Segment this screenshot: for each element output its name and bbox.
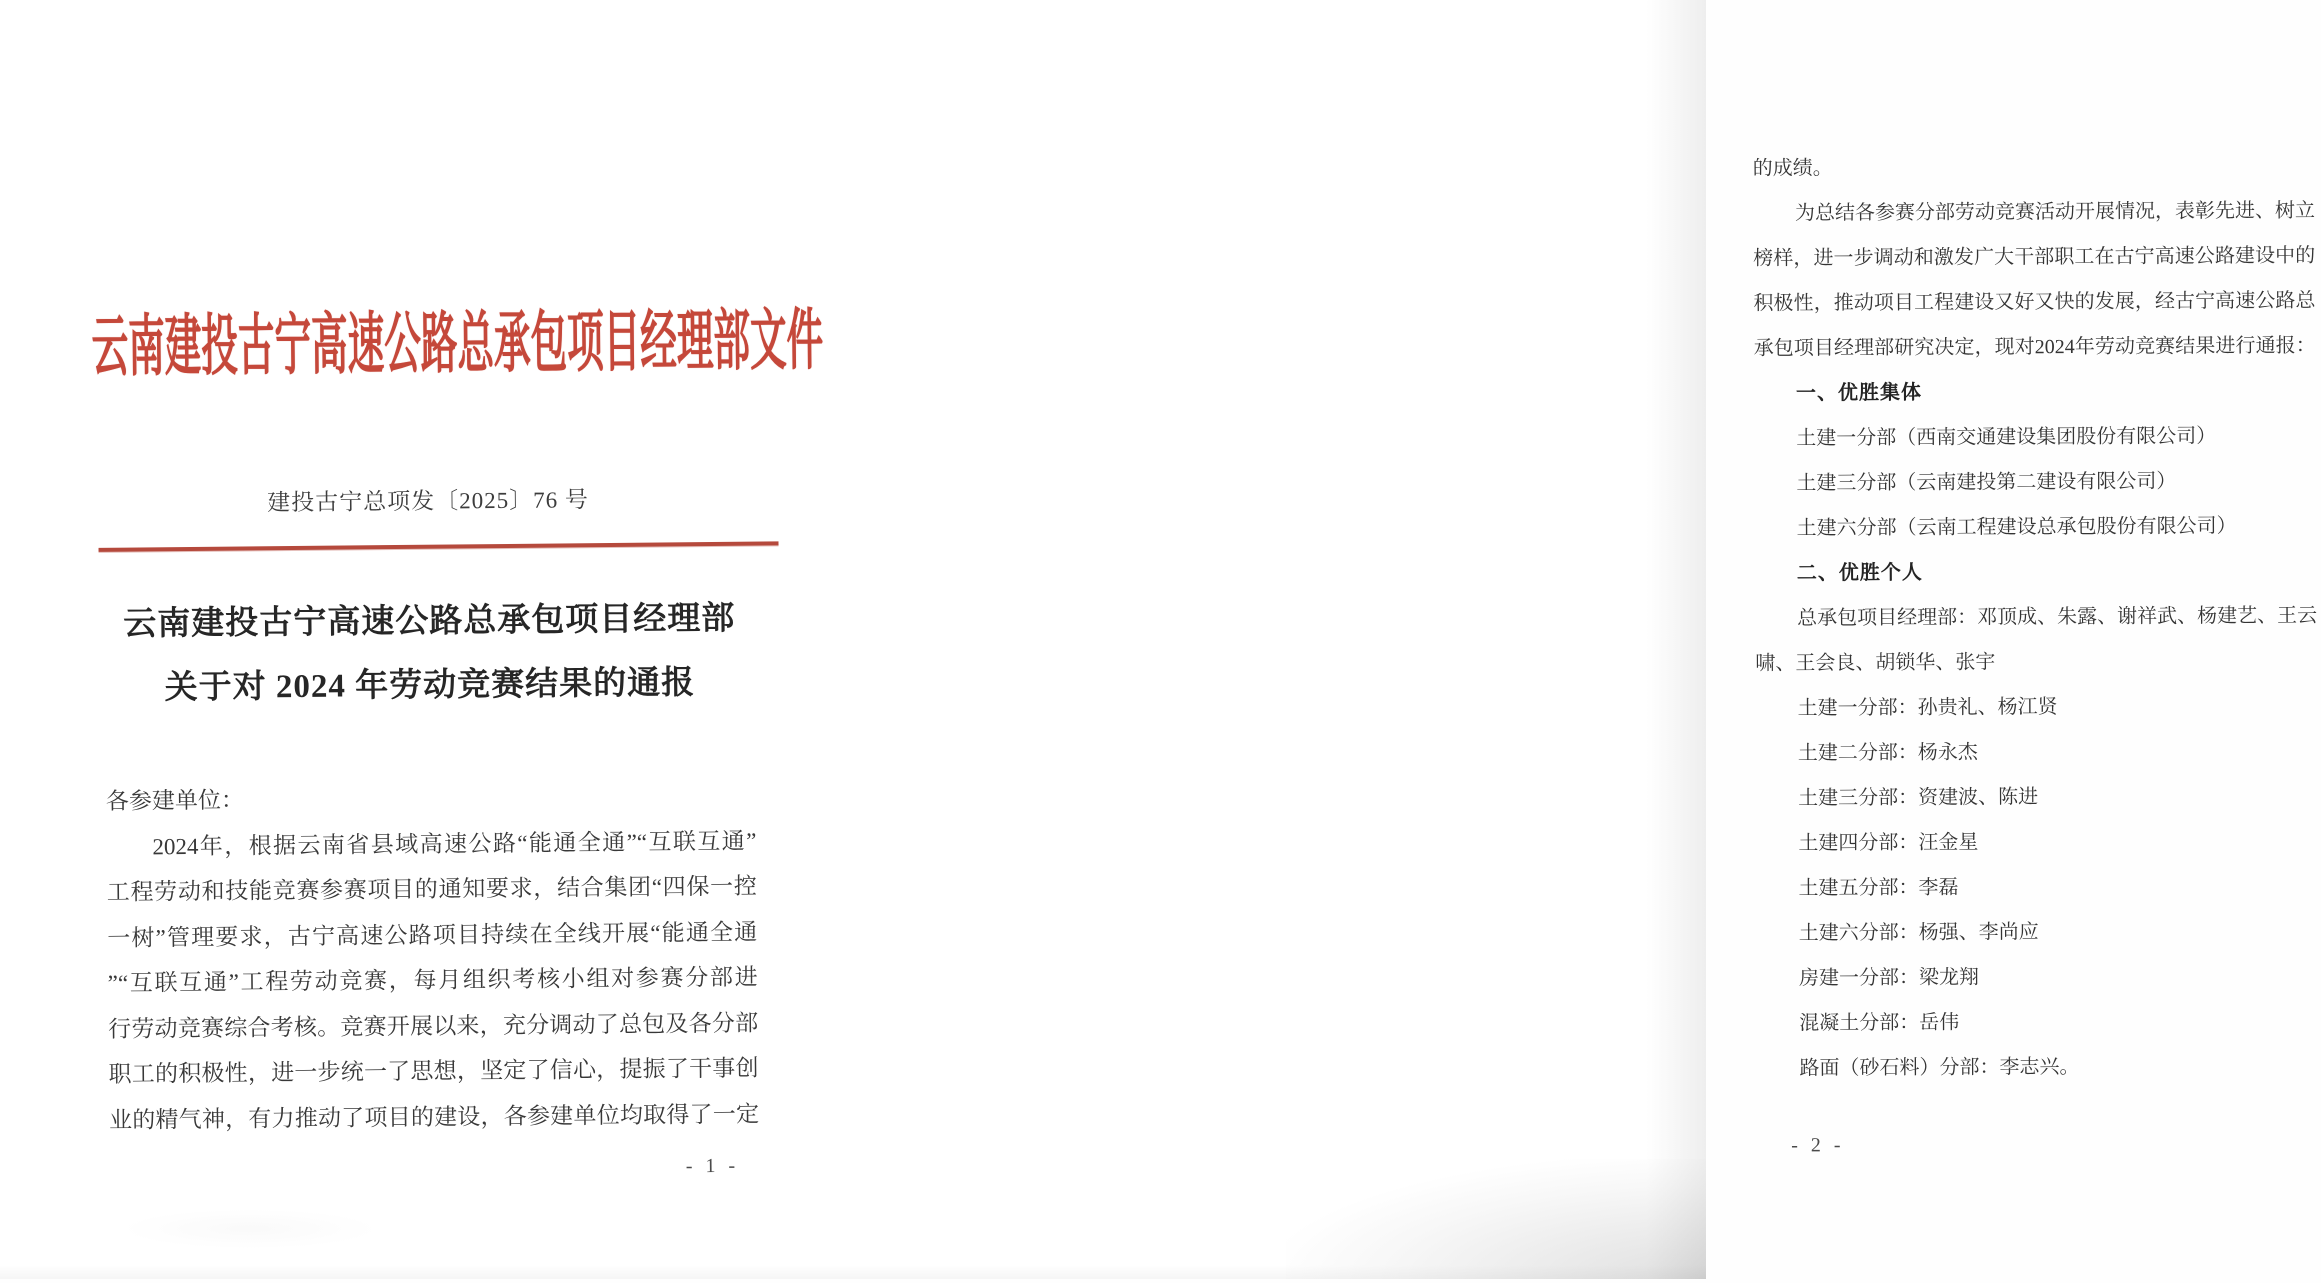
winner-individual-line: 土建六分部：杨强、李尚应 [1798,921,2039,945]
body-line: 行劳动竞赛综合考核。竞赛开展以来，充分调动了总包及各分部 [108,1010,759,1042]
winner-individual-line: 总承包项目经理部：邓顶成、朱露、谢祥武、杨建艺、王云 [1797,604,2318,630]
winner-individual-line: 混凝土分部：岳伟 [1799,1011,1960,1035]
salutation-line: 各参建单位： [105,787,245,814]
body-line: 工程劳动和技能竞赛参赛项目的通知要求，结合集团“四保一控 [106,873,757,905]
document-title-line1: 云南建投古宁高速公路总承包项目经理部 [123,600,736,643]
red-separator-line [99,541,779,552]
document-page-2 [817,0,2318,1281]
section-heading-winning-collectives: 一、优胜集体 [1795,381,1922,405]
body-line: 职工的积极性，进一步统一了思想，坚定了信心，提振了干事创 [108,1055,759,1087]
document-page-1 [0,0,826,1283]
document-number: 建投古宁总项发〔2025〕76 号 [267,487,590,516]
page2-body [1753,144,2320,1092]
body-line: 2024年，根据云南省县域高速公路“能通全通”“互联互通” [152,828,757,859]
body-line: 积极性，推动项目工程建设又好又快的发展，经古宁高速公路总 [1753,289,2316,315]
document-title-line2: 关于对 2024 年劳动竞赛结果的通报 [164,665,696,707]
winner-individual-line: 土建二分部：杨永杰 [1797,741,1978,765]
letterhead-title: 云南建投古宁高速公路总承包项目经理部文件 [91,304,824,385]
winner-individual-line: 土建一分部：孙贵礼、杨江贤 [1797,696,2058,720]
winner-individual-line: 啸、王会良、胡锁华、张宇 [1755,651,1996,675]
winner-collective-line: 土建三分部（云南建投第二建设有限公司） [1796,470,2177,495]
body-line: 业的精气神，有力推动了项目的建设，各参建单位均取得了一定 [108,1101,760,1133]
body-line: ”“互联互通”工程劳动竞赛，每月组织考核小组对参赛分部进 [107,964,758,996]
winner-individual-line: 房建一分部：梁龙翔 [1798,966,1980,990]
body-line: 的成绩。 [1752,157,1833,180]
body-line: 承包项目经理部研究决定，现对2024年劳动竞赛结果进行通报： [1753,334,2316,360]
winner-individual-line: 路面（砂石料）分部：李志兴。 [1799,1055,2080,1080]
winner-collective-line: 土建六分部（云南工程建设总承包股份有限公司） [1796,515,2237,540]
body-line: 为总结各参赛分部劳动竞赛活动开展情况，表彰先进、树立 [1794,199,2316,225]
winner-individual-line: 土建四分部：汪金星 [1798,831,1979,855]
winner-collective-line: 土建一分部（西南交通建设集团股份有限公司） [1796,425,2217,450]
page-number-2: - 2 - [1791,1134,1845,1157]
body-line: 一树”管理要求，古宁高速公路项目持续在全线开展“能通全通 [107,919,758,951]
body-line: 榜样，进一步调动和激发广大干部职工在古宁高速公路建设中的 [1753,244,2316,270]
winner-individual-line: 土建三分部：资建波、陈进 [1797,786,2039,810]
section-heading-winning-individuals: 二、优胜个人 [1796,561,1923,585]
winner-individual-line: 土建五分部：李磊 [1798,876,1959,900]
page-number-1: - 1 - [685,1154,740,1178]
page1-body [106,773,759,1143]
